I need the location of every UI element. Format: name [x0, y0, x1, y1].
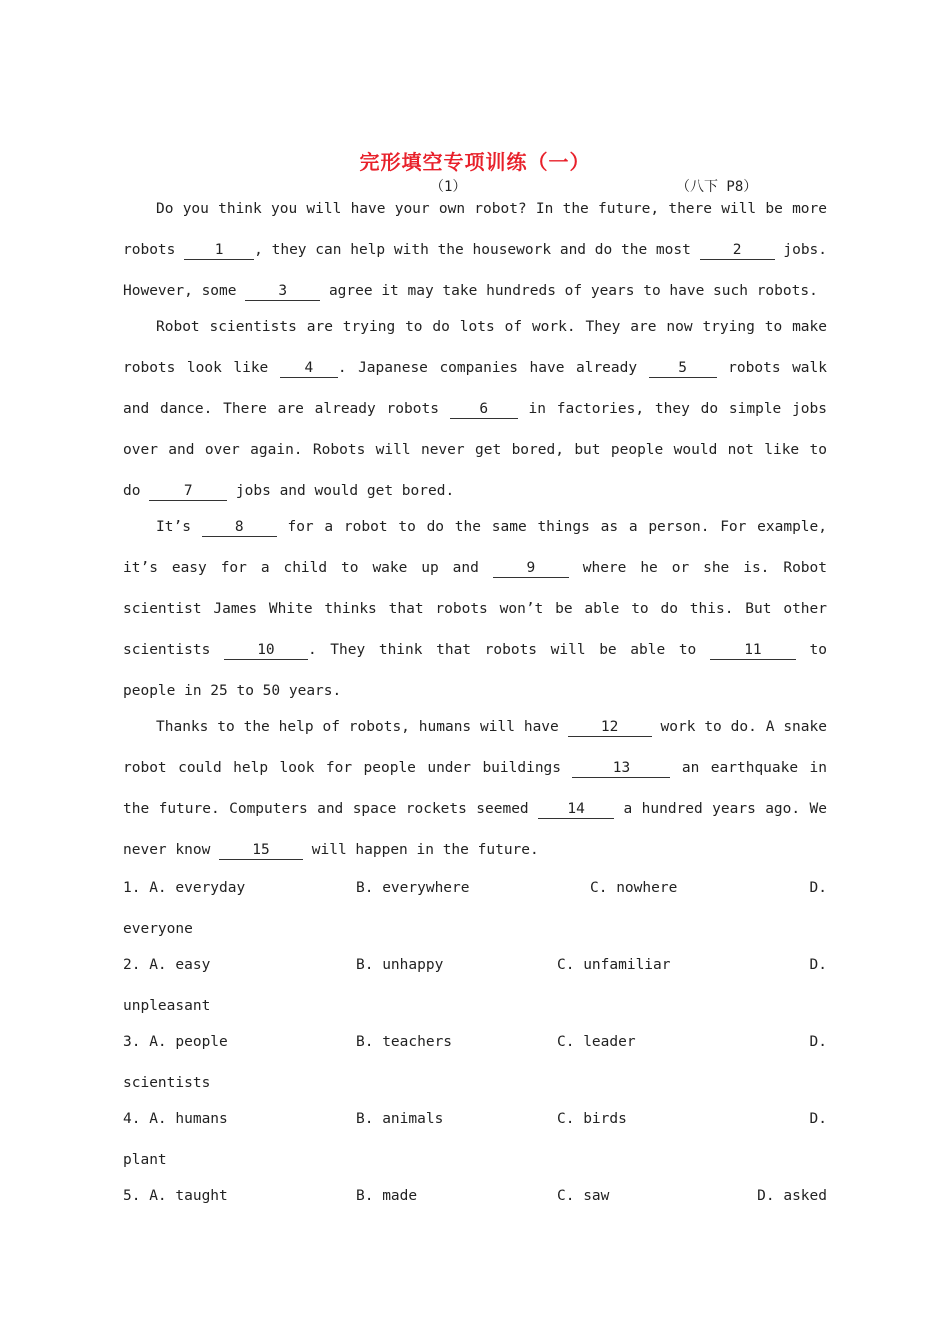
paragraph — [123, 507, 827, 712]
option-d-text: unpleasant — [123, 998, 211, 1014]
passage-text: Thanks to the help of robots, humans will have — [156, 719, 568, 735]
option-d[interactable]: D. — [809, 1111, 827, 1127]
passage-text: Robot scientists are trying to do lots of work. They are now trying to make robots look like — [123, 319, 827, 376]
option-d-continued[interactable] — [123, 986, 827, 1022]
passage-text: . Japanese companies have already — [337, 360, 649, 376]
blank-3[interactable]: 3 — [245, 283, 320, 301]
blank-7[interactable]: 7 — [149, 483, 227, 501]
option-c[interactable]: C. birds — [557, 1111, 627, 1127]
blank-15[interactable]: 15 — [219, 842, 303, 860]
option-row — [123, 945, 827, 986]
passage-text: jobs. However, some — [123, 242, 828, 299]
option-d-continued[interactable] — [123, 1063, 827, 1099]
answer-options — [123, 868, 827, 1217]
passage-text: for a robot to do the same things as a person. For example, it’s easy for a child to wake up and — [123, 519, 827, 576]
blank-2[interactable]: 2 — [700, 242, 775, 260]
option-b[interactable]: B. made — [356, 1188, 418, 1204]
passage-number: （1） — [430, 179, 467, 195]
option-c[interactable]: C. nowhere — [590, 880, 678, 896]
option-d-continued[interactable] — [123, 1140, 827, 1176]
option-a[interactable]: 2. A. easy — [123, 957, 211, 973]
passage-text: work to do. A snake robot could help look for people under buildings — [123, 719, 827, 776]
option-row — [123, 1099, 827, 1140]
paragraph — [123, 189, 827, 312]
passage-text: will happen in the future. — [303, 842, 539, 858]
page-title: 完形填空专项训练（一） — [359, 150, 591, 174]
passage-text: to people in 25 to 50 years. — [123, 642, 828, 699]
passage-text: . They think that robots will be able to — [307, 642, 710, 658]
option-a[interactable]: 4. A. humans — [123, 1111, 228, 1127]
passage-text: a hundred years ago. We never know — [123, 801, 827, 858]
passage-text: in factories, they do simple jobs over and over again. Robots will never get bored, but people would not like to do — [123, 401, 827, 499]
option-d[interactable]: D. — [809, 880, 827, 896]
option-a[interactable]: 3. A. people — [123, 1034, 228, 1050]
passage-text: Do you think you will have your own robot? In the future, there will be more robots — [123, 201, 827, 258]
option-c[interactable]: C. leader — [557, 1034, 636, 1050]
option-d-text: plant — [123, 1152, 167, 1168]
option-d-text: everyone — [123, 921, 193, 937]
passage-text: an earthquake in the future. Computers and space rockets seemed — [123, 760, 827, 817]
option-d-continued[interactable] — [123, 909, 827, 945]
blank-1[interactable]: 1 — [184, 242, 254, 260]
option-b[interactable]: B. everywhere — [356, 880, 470, 896]
blank-5[interactable]: 5 — [649, 360, 717, 378]
option-b[interactable]: B. animals — [356, 1111, 444, 1127]
option-row — [123, 868, 827, 909]
option-d[interactable]: D. — [809, 1034, 827, 1050]
option-row — [123, 1176, 827, 1217]
option-b[interactable]: B. teachers — [356, 1034, 453, 1050]
paragraph — [123, 707, 827, 871]
passage-text: jobs and would get bored. — [227, 483, 455, 499]
blank-6[interactable]: 6 — [450, 401, 518, 419]
option-row — [123, 1022, 827, 1063]
blank-4[interactable]: 4 — [280, 360, 338, 378]
option-a[interactable]: 1. A. everyday — [123, 880, 246, 896]
passage-text: , they can help with the housework and do the most — [254, 242, 700, 258]
textbook-reference: （八下 P8） — [676, 179, 758, 195]
blank-11[interactable]: 11 — [710, 642, 796, 660]
option-c[interactable]: C. saw — [557, 1188, 610, 1204]
option-d[interactable]: D. asked — [757, 1188, 827, 1204]
blank-10[interactable]: 10 — [224, 642, 308, 660]
passage-text: agree it may take hundreds of years to have such robots. — [320, 283, 818, 299]
paragraph — [123, 307, 827, 512]
blank-13[interactable]: 13 — [572, 760, 670, 778]
option-b[interactable]: B. unhappy — [356, 957, 444, 973]
passage-text: It’s — [156, 519, 202, 535]
option-c[interactable]: C. unfamiliar — [557, 957, 671, 973]
blank-8[interactable]: 8 — [202, 519, 277, 537]
option-d[interactable]: D. — [809, 957, 827, 973]
passage-text: where he or she is. Robot scientist James White thinks that robots won’t be able to do this. But other scientists — [123, 560, 827, 658]
option-d-text: scientists — [123, 1075, 211, 1091]
cloze-passage — [123, 189, 827, 866]
blank-9[interactable]: 9 — [493, 560, 569, 578]
option-a[interactable]: 5. A. taught — [123, 1188, 228, 1204]
blank-12[interactable]: 12 — [568, 719, 652, 737]
passage-text: robots walk and dance. There are already robots — [123, 360, 828, 417]
blank-14[interactable]: 14 — [538, 801, 614, 819]
